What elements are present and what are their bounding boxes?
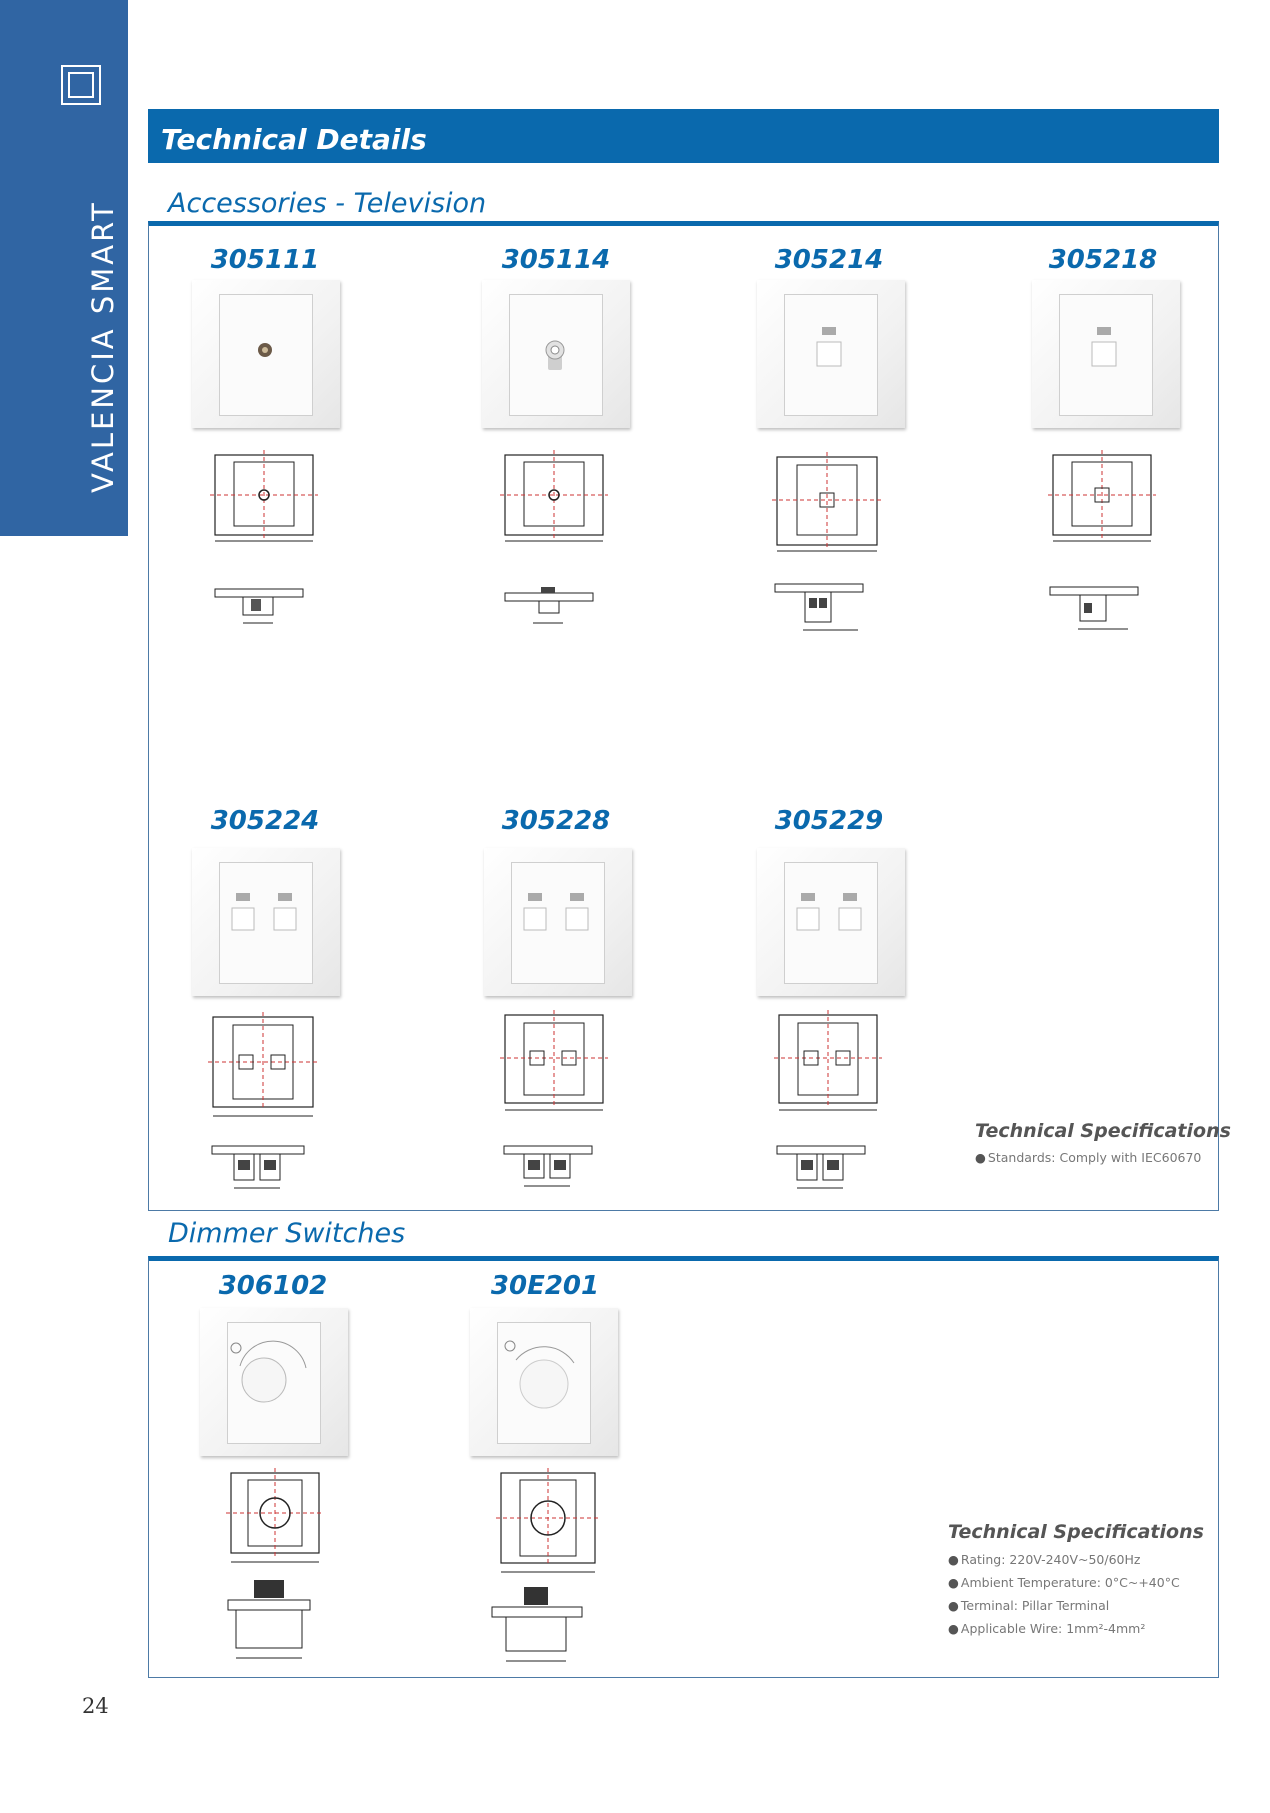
product-photo-double-tel-socket: [192, 848, 340, 996]
product-photo-tel-data-socket: [757, 848, 905, 996]
sidebar-band: [0, 0, 128, 536]
product-code: 305214: [774, 245, 884, 275]
product-photo-f-type-socket: [482, 280, 630, 428]
product-code: 305218: [1048, 245, 1158, 275]
side-dimension-drawing: [773, 580, 868, 640]
product-photo-tel-socket: [757, 280, 905, 428]
side-dimension-drawing: [1048, 583, 1143, 643]
spec-item: ● Rating: 220V-240V~50/60Hz: [948, 1552, 1140, 1567]
spec-item: ● Standards: Comply with IEC60670: [975, 1150, 1201, 1165]
front-dimension-drawing: [500, 450, 610, 545]
product-code: 306102: [218, 1271, 328, 1301]
spec-item: ● Terminal: Pillar Terminal: [948, 1598, 1109, 1613]
product-photo-coax-socket: [192, 280, 340, 428]
brand-vertical-text: VALENCIA SMART: [86, 200, 120, 493]
front-dimension-drawing: [772, 452, 887, 557]
product-code: 305229: [774, 806, 884, 836]
side-dimension-drawing: [502, 1142, 597, 1197]
product-code: 30E201: [490, 1271, 600, 1301]
spec-title: Technical Specifications: [948, 1521, 1204, 1543]
front-dimension-drawing: [226, 1468, 326, 1568]
logo-square-icon: [61, 65, 101, 105]
side-dimension-drawing: [775, 1142, 870, 1197]
front-dimension-drawing: [774, 1010, 884, 1115]
product-code: 305111: [210, 245, 320, 275]
page-title: Technical Details: [161, 123, 427, 156]
section-title-television: Accessories - Television: [168, 188, 487, 219]
front-dimension-drawing: [496, 1468, 606, 1578]
side-dimension-drawing: [490, 1585, 590, 1670]
spec-item: ● Ambient Temperature: 0°C~+40°C: [948, 1575, 1180, 1590]
spec-title: Technical Specifications: [975, 1120, 1231, 1142]
front-dimension-drawing: [208, 1012, 323, 1122]
page-number: 24: [82, 1694, 109, 1718]
product-code: 305228: [501, 806, 611, 836]
side-dimension-drawing: [226, 1578, 316, 1668]
front-dimension-drawing: [500, 1010, 610, 1115]
product-photo-fan-dimmer: [470, 1308, 618, 1456]
product-photo-data-socket: [1032, 280, 1180, 428]
product-code: 305224: [210, 806, 320, 836]
side-dimension-drawing: [503, 585, 598, 635]
page-title-bar: [148, 109, 1219, 163]
front-dimension-drawing: [210, 450, 320, 545]
section-title-dimmer: Dimmer Switches: [168, 1218, 406, 1249]
front-dimension-drawing: [1048, 450, 1158, 545]
product-photo-double-data-socket: [484, 848, 632, 996]
spec-item: ● Applicable Wire: 1mm²-4mm²: [948, 1621, 1145, 1636]
product-photo-light-dimmer: [200, 1308, 348, 1456]
side-dimension-drawing: [213, 585, 308, 635]
product-code: 305114: [501, 245, 611, 275]
side-dimension-drawing: [210, 1142, 310, 1197]
